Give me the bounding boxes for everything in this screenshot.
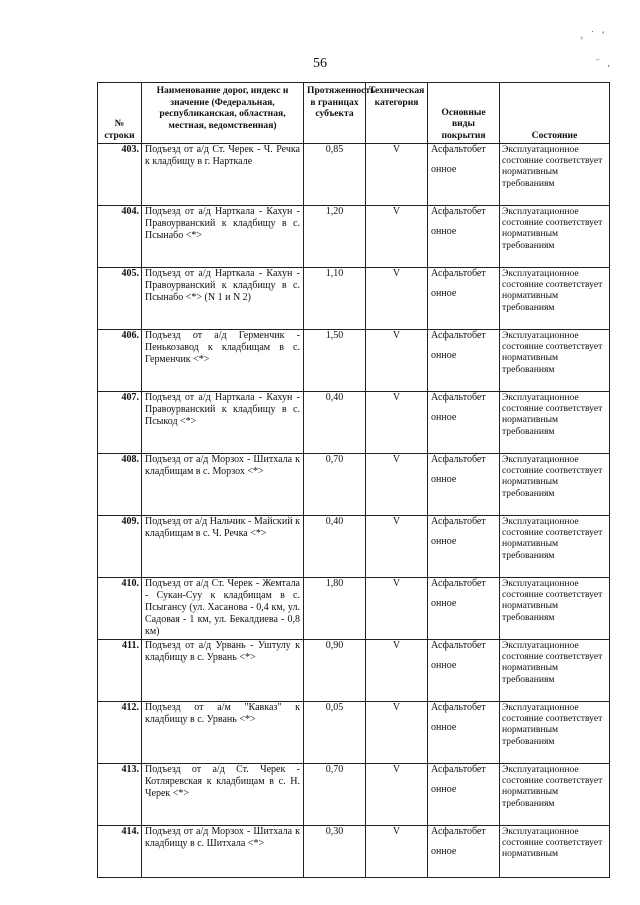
row-number: 412. bbox=[98, 702, 142, 764]
road-name: Подъезд от а/д Нарткала - Кахун - Правоурванский к кладбищу в с. Псынабо <*> (N 1 и N 2) bbox=[142, 268, 304, 330]
cover-line-1: Асфальтобет bbox=[431, 206, 486, 217]
road-name: Подъезд от а/д Нарткала - Кахун - Правоурванский к кладбищу в с. Псыкод <*> bbox=[142, 392, 304, 454]
road-name: Подъезд от а/д Ст. Черек - Котляревская к кладбищам в с. Н. Черек <*> bbox=[142, 764, 304, 826]
row-number: 414. bbox=[98, 826, 142, 878]
cover-line-2: онное bbox=[431, 288, 457, 299]
row-number: 408. bbox=[98, 454, 142, 516]
header-row-number: № строки bbox=[98, 83, 142, 144]
cover-line-2: онное bbox=[431, 226, 457, 237]
road-category: V bbox=[366, 764, 428, 826]
table-row bbox=[98, 826, 610, 878]
road-state: Эксплуатационное состояние соответствует нормативным требованиям bbox=[500, 330, 610, 392]
road-category: V bbox=[366, 392, 428, 454]
road-category: V bbox=[366, 702, 428, 764]
road-category: V bbox=[366, 578, 428, 640]
road-name: Подъезд от а/д Морзох - Шитхала к кладбищам в с. Морзох <*> bbox=[142, 454, 304, 516]
row-number: 403. bbox=[98, 144, 142, 206]
road-name: Подъезд от а/д Ст. Черек - Ч. Речка к кладбищу в г. Нарткале bbox=[142, 144, 304, 206]
table-row bbox=[98, 764, 610, 826]
road-category: V bbox=[366, 330, 428, 392]
road-state: Эксплуатационное состояние соответствует нормативным bbox=[500, 826, 610, 878]
road-name: Подъезд от а/д Урвань - Уштулу к кладбищу в с. Урвань <*> bbox=[142, 640, 304, 702]
road-state: Эксплуатационное состояние соответствует нормативным требованиям bbox=[500, 578, 610, 640]
table-row bbox=[98, 454, 610, 516]
table-row bbox=[98, 206, 610, 268]
cover-line-1: Асфальтобет bbox=[431, 640, 486, 651]
road-name: Подъезд от а/д Морзох - Шитхала к кладбищу в с. Шитхала <*> bbox=[142, 826, 304, 878]
road-name: Подъезд от а/д Ст. Черек - Жемтала - Сукан-Суу к кладбищам в с. Псыгансу (ул. Хасанова - 0,4 км, ул. Садовая - 1 км, ул. Бекалдиева - 0,8 км) bbox=[142, 578, 304, 640]
road-state: Эксплуатационное состояние соответствует нормативным требованиям bbox=[500, 268, 610, 330]
road-state: Эксплуатационное состояние соответствует нормативным требованиям bbox=[500, 640, 610, 702]
road-category: V bbox=[366, 268, 428, 330]
road-cover bbox=[428, 392, 500, 454]
road-cover bbox=[428, 268, 500, 330]
cover-line-2: онное bbox=[431, 350, 457, 361]
table-row bbox=[98, 640, 610, 702]
road-length: 0,05 bbox=[304, 702, 366, 764]
scan-artifact-mark: ‚ ˙ ‘ bbox=[580, 30, 605, 41]
row-number: 409. bbox=[98, 516, 142, 578]
road-length: 0,90 bbox=[304, 640, 366, 702]
road-state: Эксплуатационное состояние соответствует нормативным требованиям bbox=[500, 392, 610, 454]
roads-table bbox=[97, 82, 610, 878]
road-name: Подъезд от а/д Герменчик - Пенькозавод к кладбищам в с. Герменчик <*> bbox=[142, 330, 304, 392]
cover-line-2: онное bbox=[431, 598, 457, 609]
road-length: 1,10 bbox=[304, 268, 366, 330]
table-row bbox=[98, 578, 610, 640]
road-cover bbox=[428, 206, 500, 268]
cover-line-2: онное bbox=[431, 722, 457, 733]
road-cover bbox=[428, 516, 500, 578]
row-number: 410. bbox=[98, 578, 142, 640]
header-road-name: Наименование дорог, индекс и значение (Федеральная, республиканская, областная, местная, ведомственная) bbox=[142, 83, 304, 144]
road-category: V bbox=[366, 826, 428, 878]
row-number: 404. bbox=[98, 206, 142, 268]
table-row bbox=[98, 330, 610, 392]
header-state: Состояние bbox=[500, 83, 610, 144]
road-cover bbox=[428, 640, 500, 702]
road-cover bbox=[428, 702, 500, 764]
cover-line-1: Асфальтобет bbox=[431, 392, 486, 403]
road-length: 0,70 bbox=[304, 764, 366, 826]
table-header-row bbox=[98, 83, 610, 144]
cover-line-2: онное bbox=[431, 474, 457, 485]
cover-line-1: Асфальтобет bbox=[431, 702, 486, 713]
table-row bbox=[98, 702, 610, 764]
table-row bbox=[98, 144, 610, 206]
page-number: 56 bbox=[313, 56, 327, 71]
road-length: 1,50 bbox=[304, 330, 366, 392]
road-category: V bbox=[366, 144, 428, 206]
road-state: Эксплуатационное состояние соответствует нормативным требованиям bbox=[500, 764, 610, 826]
road-length: 0,40 bbox=[304, 516, 366, 578]
road-cover bbox=[428, 330, 500, 392]
road-name: Подъезд от а/м "Кавказ" к кладбищу в с. Урвань <*> bbox=[142, 702, 304, 764]
road-length: 0,70 bbox=[304, 454, 366, 516]
cover-line-2: онное bbox=[431, 164, 457, 175]
cover-line-1: Асфальтобет bbox=[431, 826, 486, 837]
table-row bbox=[98, 516, 610, 578]
cover-line-1: Асфальтобет bbox=[431, 516, 486, 527]
cover-line-2: онное bbox=[431, 536, 457, 547]
road-state: Эксплуатационное состояние соответствует нормативным требованиям bbox=[500, 454, 610, 516]
cover-line-2: онное bbox=[431, 784, 457, 795]
cover-line-2: онное bbox=[431, 412, 457, 423]
road-state: Эксплуатационное состояние соответствует нормативным требованиям bbox=[500, 702, 610, 764]
header-cover: Основные виды покрытия bbox=[428, 83, 500, 144]
table-row bbox=[98, 392, 610, 454]
road-category: V bbox=[366, 454, 428, 516]
cover-line-1: Асфальтобет bbox=[431, 578, 486, 589]
road-category: V bbox=[366, 516, 428, 578]
road-category: V bbox=[366, 640, 428, 702]
road-name: Подъезд от а/д Нальчик - Майский к кладбищам в с. Ч. Речка <*> bbox=[142, 516, 304, 578]
cover-line-1: Асфальтобет bbox=[431, 764, 486, 775]
road-length: 0,30 bbox=[304, 826, 366, 878]
road-cover bbox=[428, 826, 500, 878]
road-cover bbox=[428, 764, 500, 826]
cover-line-2: онное bbox=[431, 660, 457, 671]
road-state: Эксплуатационное состояние соответствует нормативным требованиям bbox=[500, 144, 610, 206]
road-cover bbox=[428, 578, 500, 640]
road-state: Эксплуатационное состояние соответствует нормативным требованиям bbox=[500, 206, 610, 268]
row-number: 406. bbox=[98, 330, 142, 392]
row-number: 411. bbox=[98, 640, 142, 702]
road-state: Эксплуатационное состояние соответствует нормативным требованиям bbox=[500, 516, 610, 578]
scan-artifact-mark: ˉ ‚ bbox=[596, 58, 611, 69]
road-category: V bbox=[366, 206, 428, 268]
road-length: 0,40 bbox=[304, 392, 366, 454]
road-length: 1,80 bbox=[304, 578, 366, 640]
cover-line-1: Асфальтобет bbox=[431, 454, 486, 465]
cover-line-2: онное bbox=[431, 846, 457, 857]
road-length: 0,85 bbox=[304, 144, 366, 206]
row-number: 413. bbox=[98, 764, 142, 826]
row-number: 405. bbox=[98, 268, 142, 330]
cover-line-1: Асфальтобет bbox=[431, 144, 486, 155]
road-cover bbox=[428, 144, 500, 206]
cover-line-1: Асфальтобет bbox=[431, 268, 486, 279]
cover-line-1: Асфальтобет bbox=[431, 330, 486, 341]
row-number: 407. bbox=[98, 392, 142, 454]
road-cover bbox=[428, 454, 500, 516]
header-length: Протяженность в границах субъекта bbox=[304, 83, 366, 144]
road-length: 1,20 bbox=[304, 206, 366, 268]
road-name: Подъезд от а/д Нарткала - Кахун - Правоурванский к кладбищу в с. Псынабо <*> bbox=[142, 206, 304, 268]
header-category: Техническая категория bbox=[366, 83, 428, 144]
table-row bbox=[98, 268, 610, 330]
